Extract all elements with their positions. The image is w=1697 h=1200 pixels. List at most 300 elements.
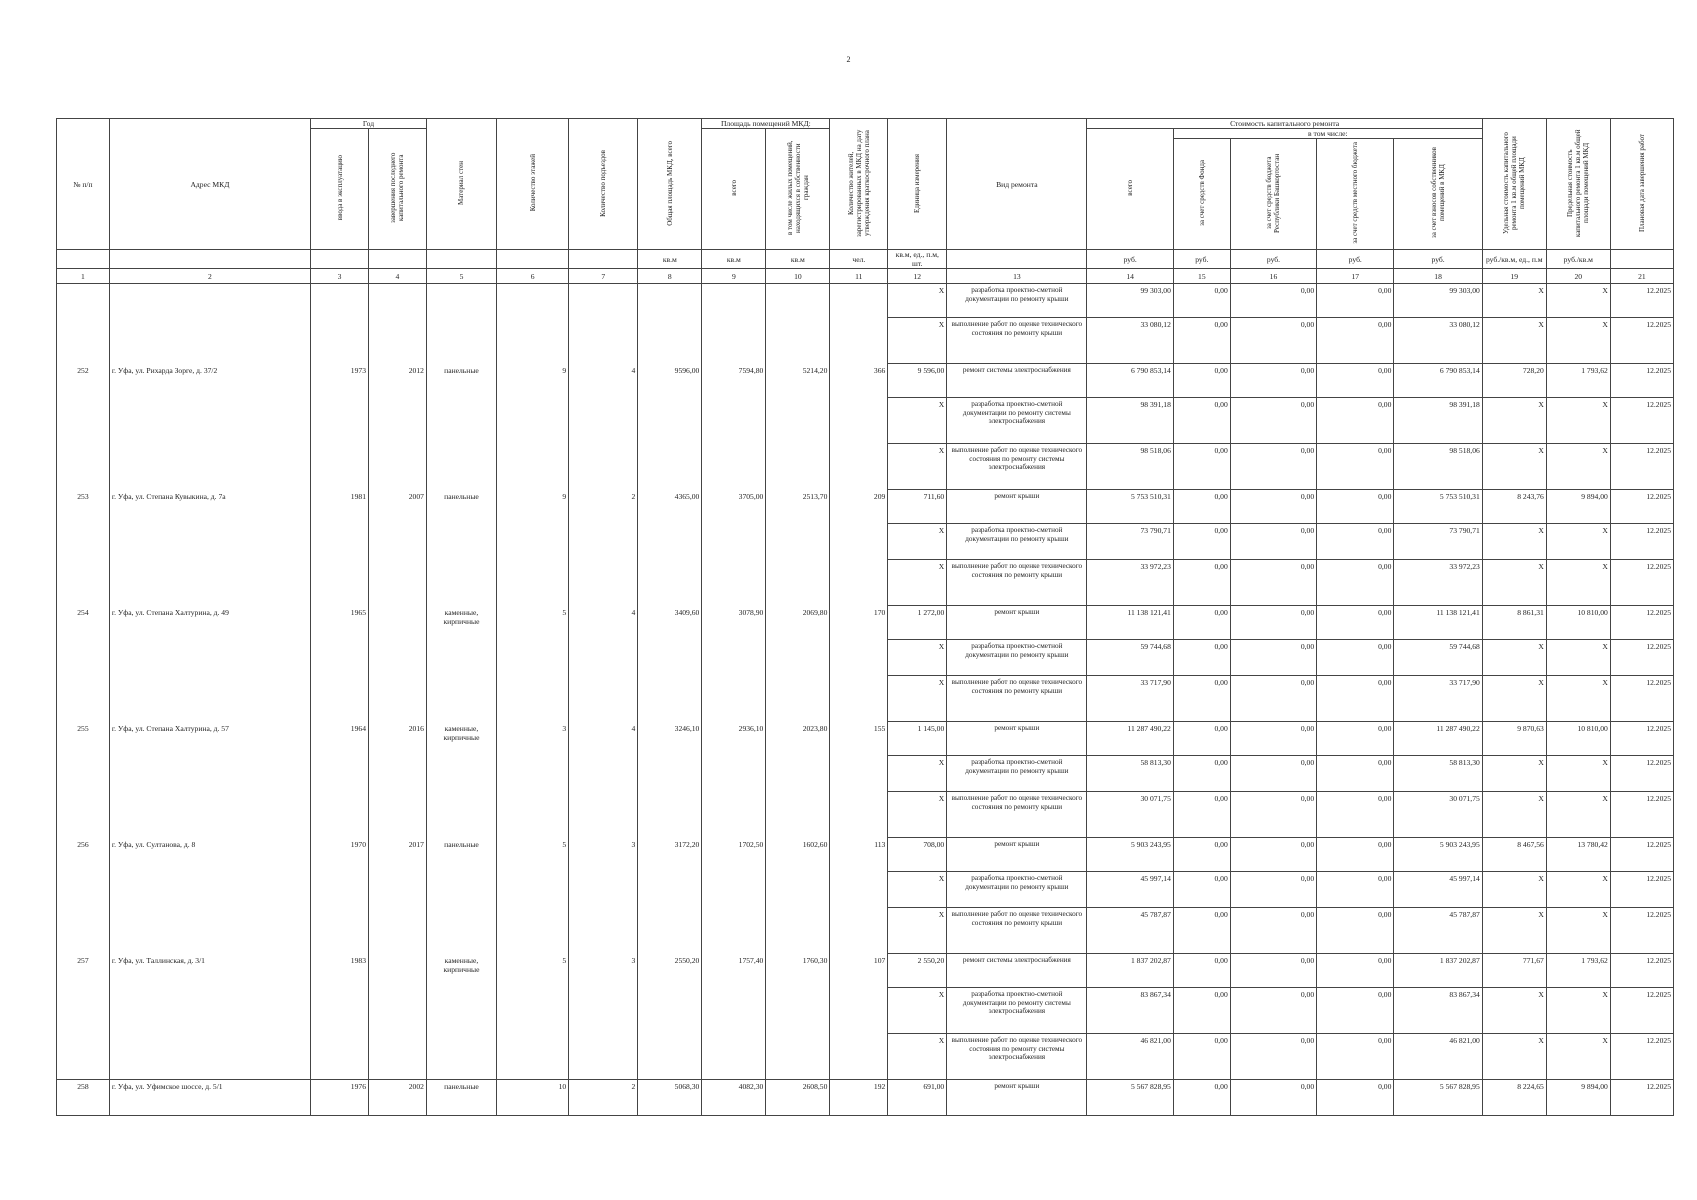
year-built [311, 560, 369, 606]
deadline: 12.2025 [1610, 444, 1673, 490]
unit-cost: X [1482, 560, 1546, 606]
unit-cell [947, 250, 1087, 269]
cost-owners: 58 813,30 [1394, 756, 1482, 792]
year-last-repair: 2017 [368, 838, 426, 872]
unit-cell: руб. [1230, 250, 1316, 269]
cost-owners: 1 837 202,87 [1394, 954, 1482, 988]
building-address [109, 988, 310, 1034]
max-cost: 13 780,42 [1546, 838, 1610, 872]
col-residents-header: Количество жителей, зарегистрированных в МКД на дату утверждения краткосрочного плана [830, 119, 888, 250]
col-work-type-header: Вид ремонта [947, 119, 1087, 250]
total-area: 3409,60 [638, 606, 702, 640]
wall-material: панельные [426, 490, 496, 524]
premises-area: 7594,80 [702, 364, 766, 398]
table-row [57, 792, 1674, 838]
cost-local-budget: 0,00 [1317, 1080, 1394, 1116]
wall-material: каменные, кирпичные [426, 954, 496, 988]
building-address: г. Уфа, ул. Рихарда Зорге, д. 37/2 [109, 364, 310, 398]
cost-total: 33 717,90 [1087, 676, 1173, 722]
max-cost: X [1546, 560, 1610, 606]
entrances-count [569, 560, 638, 606]
column-number: 4 [368, 269, 426, 284]
building-address [109, 444, 310, 490]
residential-area [766, 560, 830, 606]
max-cost: 10 810,00 [1546, 606, 1610, 640]
unit-cost: X [1482, 1034, 1546, 1080]
cost-rb-budget: 0,00 [1230, 988, 1316, 1034]
table-row [57, 364, 1674, 398]
unit-cell: руб. [1173, 250, 1230, 269]
work-type: выполнение работ по оценке технического состояния по ремонту крыши [947, 908, 1087, 954]
building-no [57, 284, 110, 318]
total-area [638, 872, 702, 908]
residential-area: 2608,50 [766, 1080, 830, 1116]
units-row [57, 250, 1674, 269]
premises-area [702, 284, 766, 318]
floors-count [497, 756, 569, 792]
cost-total: 33 972,23 [1087, 560, 1173, 606]
entrances-count [569, 444, 638, 490]
floors-count [497, 872, 569, 908]
work-type: ремонт крыши [947, 1080, 1087, 1116]
year-last-repair [368, 640, 426, 676]
cost-rb-budget: 0,00 [1230, 364, 1316, 398]
year-built [311, 640, 369, 676]
col-area-residents-header: в том числе жилых помещений, находящихся в собственности граждан [766, 129, 830, 250]
building-address: г. Уфа, ул. Уфимское шоссе, д. 5/1 [109, 1080, 310, 1116]
cost-total: 46 821,00 [1087, 1034, 1173, 1080]
entrances-count: 2 [569, 490, 638, 524]
unit-cost: X [1482, 284, 1546, 318]
deadline: 12.2025 [1610, 524, 1673, 560]
unit-cell [569, 250, 638, 269]
building-address [109, 1034, 310, 1080]
cost-rb-budget: 0,00 [1230, 490, 1316, 524]
deadline: 12.2025 [1610, 872, 1673, 908]
total-area [638, 284, 702, 318]
floors-count [497, 1034, 569, 1080]
residents-count [830, 872, 888, 908]
deadline: 12.2025 [1610, 676, 1673, 722]
work-type: разработка проектно-сметной документации по ремонту крыши [947, 872, 1087, 908]
cost-fund: 0,00 [1173, 756, 1230, 792]
year-built: 1965 [311, 606, 369, 640]
cost-local-budget: 0,00 [1317, 490, 1394, 524]
wall-material [426, 560, 496, 606]
table-row [57, 954, 1674, 988]
floors-count [497, 676, 569, 722]
residents-count: 209 [830, 490, 888, 524]
unit-cost: X [1482, 988, 1546, 1034]
col-unit-cost-header: Удельная стоимость капитального ремонта 1 кв.м общей площади помещений МКД [1482, 119, 1546, 250]
floors-count [497, 318, 569, 364]
cost-total: 11 138 121,41 [1087, 606, 1173, 640]
deadline: 12.2025 [1610, 398, 1673, 444]
deadline: 12.2025 [1610, 838, 1673, 872]
unit-cost: 9 870,63 [1482, 722, 1546, 756]
cost-total: 6 790 853,14 [1087, 364, 1173, 398]
cost-local-budget: 0,00 [1317, 318, 1394, 364]
cost-fund: 0,00 [1173, 524, 1230, 560]
residential-area: 1602,60 [766, 838, 830, 872]
total-area [638, 560, 702, 606]
column-number: 7 [569, 269, 638, 284]
unit-cost: X [1482, 792, 1546, 838]
column-number: 15 [1173, 269, 1230, 284]
cost-total: 98 518,06 [1087, 444, 1173, 490]
cost-local-budget: 0,00 [1317, 398, 1394, 444]
col-year-repair-header: завершения последнего капитального ремонта [368, 129, 426, 250]
entrances-count [569, 792, 638, 838]
premises-area [702, 988, 766, 1034]
unit-cost: 8 243,76 [1482, 490, 1546, 524]
cost-local-budget: 0,00 [1317, 954, 1394, 988]
cost-rb-budget: 0,00 [1230, 1080, 1316, 1116]
entrances-count [569, 872, 638, 908]
total-area [638, 444, 702, 490]
year-built [311, 908, 369, 954]
work-type: ремонт крыши [947, 606, 1087, 640]
cost-rb-budget: 0,00 [1230, 560, 1316, 606]
unit-cost: X [1482, 872, 1546, 908]
table-row [57, 756, 1674, 792]
building-address: г. Уфа, ул. Степана Халтурина, д. 49 [109, 606, 310, 640]
building-address [109, 872, 310, 908]
wall-material: панельные [426, 364, 496, 398]
building-no [57, 1034, 110, 1080]
unit-cost: X [1482, 398, 1546, 444]
cost-fund: 0,00 [1173, 560, 1230, 606]
total-area [638, 640, 702, 676]
floors-count: 5 [497, 606, 569, 640]
cost-fund: 0,00 [1173, 954, 1230, 988]
column-number: 2 [109, 269, 310, 284]
max-cost: X [1546, 872, 1610, 908]
cost-owners: 99 303,00 [1394, 284, 1482, 318]
cost-fund: 0,00 [1173, 364, 1230, 398]
work-type: разработка проектно-сметной документации по ремонту системы электроснабжения [947, 398, 1087, 444]
unit-cost: 8 861,31 [1482, 606, 1546, 640]
year-last-repair [368, 1034, 426, 1080]
total-area [638, 524, 702, 560]
col-area-all-header: всего [702, 129, 766, 250]
premises-area [702, 872, 766, 908]
unit-cell [57, 250, 110, 269]
table-row [57, 988, 1674, 1034]
building-address [109, 318, 310, 364]
premises-area [702, 560, 766, 606]
residential-area [766, 640, 830, 676]
total-area [638, 398, 702, 444]
year-built: 1973 [311, 364, 369, 398]
deadline: 12.2025 [1610, 792, 1673, 838]
floors-count [497, 908, 569, 954]
premises-area [702, 398, 766, 444]
wall-material [426, 524, 496, 560]
residential-area [766, 792, 830, 838]
building-no: 258 [57, 1080, 110, 1116]
wall-material: панельные [426, 1080, 496, 1116]
deadline: 12.2025 [1610, 1080, 1673, 1116]
year-built [311, 524, 369, 560]
deadline: 12.2025 [1610, 988, 1673, 1034]
cost-rb-budget: 0,00 [1230, 606, 1316, 640]
building-address [109, 640, 310, 676]
cost-local-budget: 0,00 [1317, 872, 1394, 908]
residential-area: 1760,30 [766, 954, 830, 988]
unit-cost: X [1482, 444, 1546, 490]
wall-material: каменные, кирпичные [426, 606, 496, 640]
premises-area [702, 318, 766, 364]
deadline: 12.2025 [1610, 284, 1673, 318]
work-volume: 708,00 [888, 838, 947, 872]
residential-area [766, 988, 830, 1034]
building-no: 256 [57, 838, 110, 872]
floors-count: 9 [497, 490, 569, 524]
year-built [311, 872, 369, 908]
year-built: 1976 [311, 1080, 369, 1116]
premises-area [702, 444, 766, 490]
cost-total: 73 790,71 [1087, 524, 1173, 560]
work-type: выполнение работ по оценке технического состояния по ремонту системы электроснабжения [947, 444, 1087, 490]
column-number: 10 [766, 269, 830, 284]
wall-material [426, 444, 496, 490]
total-area: 2550,20 [638, 954, 702, 988]
work-type: ремонт системы электроснабжения [947, 364, 1087, 398]
total-area [638, 988, 702, 1034]
premises-area [702, 908, 766, 954]
work-type: ремонт крыши [947, 490, 1087, 524]
cost-local-budget: 0,00 [1317, 364, 1394, 398]
unit-cell [497, 250, 569, 269]
cost-fund: 0,00 [1173, 872, 1230, 908]
work-type: ремонт системы электроснабжения [947, 954, 1087, 988]
total-area: 4365,00 [638, 490, 702, 524]
cost-local-budget: 0,00 [1317, 1034, 1394, 1080]
cost-fund: 0,00 [1173, 722, 1230, 756]
cost-owners: 45 997,14 [1394, 872, 1482, 908]
table-row [57, 398, 1674, 444]
total-area [638, 908, 702, 954]
residential-area [766, 908, 830, 954]
column-number: 12 [888, 269, 947, 284]
cost-local-budget: 0,00 [1317, 988, 1394, 1034]
deadline: 12.2025 [1610, 1034, 1673, 1080]
table-row [57, 318, 1674, 364]
work-volume: X [888, 908, 947, 954]
residents-count [830, 640, 888, 676]
unit-cell [311, 250, 369, 269]
building-address [109, 792, 310, 838]
cost-rb-budget: 0,00 [1230, 908, 1316, 954]
entrances-count [569, 318, 638, 364]
column-number: 16 [1230, 269, 1316, 284]
building-address: г. Уфа, ул. Таллинская, д. 3/1 [109, 954, 310, 988]
cost-total: 11 287 490,22 [1087, 722, 1173, 756]
residential-area: 5214,20 [766, 364, 830, 398]
year-last-repair [368, 398, 426, 444]
building-no [57, 676, 110, 722]
unit-cost: X [1482, 908, 1546, 954]
max-cost: 9 894,00 [1546, 490, 1610, 524]
unit-cell: кв.м [638, 250, 702, 269]
total-area [638, 318, 702, 364]
floors-count: 3 [497, 722, 569, 756]
max-cost: X [1546, 676, 1610, 722]
premises-area [702, 756, 766, 792]
unit-cost: 728,20 [1482, 364, 1546, 398]
cost-local-budget: 0,00 [1317, 756, 1394, 792]
cost-fund: 0,00 [1173, 988, 1230, 1034]
entrances-count [569, 398, 638, 444]
table-row [57, 284, 1674, 318]
year-last-repair [368, 524, 426, 560]
header-row-1 [57, 119, 1674, 129]
unit-cell [1610, 250, 1673, 269]
cost-rb-budget: 0,00 [1230, 676, 1316, 722]
premises-area: 1757,40 [702, 954, 766, 988]
work-volume: X [888, 792, 947, 838]
premises-area [702, 676, 766, 722]
cost-rb-budget: 0,00 [1230, 756, 1316, 792]
col-year-built-header: ввода в эксплуатацию [311, 129, 369, 250]
building-no [57, 444, 110, 490]
residential-area [766, 284, 830, 318]
residents-count [830, 398, 888, 444]
year-built [311, 756, 369, 792]
floors-count [497, 988, 569, 1034]
entrances-count [569, 908, 638, 954]
unit-cost: X [1482, 524, 1546, 560]
unit-cell: кв.м [766, 250, 830, 269]
cost-local-budget: 0,00 [1317, 838, 1394, 872]
work-type: выполнение работ по оценке технического состояния по ремонту крыши [947, 676, 1087, 722]
table-row [57, 838, 1674, 872]
residents-count: 366 [830, 364, 888, 398]
cost-owners: 45 787,87 [1394, 908, 1482, 954]
year-last-repair [368, 872, 426, 908]
col-year-group-header: Год [311, 119, 427, 129]
residential-area: 2023,80 [766, 722, 830, 756]
residential-area: 2069,80 [766, 606, 830, 640]
cost-owners: 6 790 853,14 [1394, 364, 1482, 398]
residents-count: 170 [830, 606, 888, 640]
building-no [57, 398, 110, 444]
residents-count: 113 [830, 838, 888, 872]
work-volume: X [888, 988, 947, 1034]
column-number: 3 [311, 269, 369, 284]
col-incl-header: в том числе: [1173, 129, 1482, 139]
unit-cost: X [1482, 676, 1546, 722]
cost-owners: 73 790,71 [1394, 524, 1482, 560]
residents-count [830, 284, 888, 318]
cost-owners: 30 071,75 [1394, 792, 1482, 838]
column-number: 1 [57, 269, 110, 284]
cost-rb-budget: 0,00 [1230, 640, 1316, 676]
building-no [57, 560, 110, 606]
cost-total: 83 867,34 [1087, 988, 1173, 1034]
building-address [109, 284, 310, 318]
total-area [638, 756, 702, 792]
deadline: 12.2025 [1610, 490, 1673, 524]
total-area: 3172,20 [638, 838, 702, 872]
cost-rb-budget: 0,00 [1230, 792, 1316, 838]
cost-owners: 33 972,23 [1394, 560, 1482, 606]
cost-local-budget: 0,00 [1317, 676, 1394, 722]
building-no: 255 [57, 722, 110, 756]
cost-local-budget: 0,00 [1317, 444, 1394, 490]
cost-local-budget: 0,00 [1317, 606, 1394, 640]
premises-area: 3078,90 [702, 606, 766, 640]
cost-rb-budget: 0,00 [1230, 444, 1316, 490]
work-volume: X [888, 318, 947, 364]
table-row [57, 606, 1674, 640]
table-row [57, 908, 1674, 954]
year-last-repair [368, 792, 426, 838]
year-built [311, 444, 369, 490]
residential-area [766, 756, 830, 792]
floors-count [497, 284, 569, 318]
max-cost: X [1546, 1034, 1610, 1080]
cost-local-budget: 0,00 [1317, 560, 1394, 606]
table-row [57, 524, 1674, 560]
work-volume: 711,60 [888, 490, 947, 524]
floors-count [497, 524, 569, 560]
col-premises-group-header: Площадь помещений МКД: [702, 119, 830, 129]
wall-material [426, 988, 496, 1034]
floors-count [497, 560, 569, 606]
total-area [638, 676, 702, 722]
column-number: 21 [1610, 269, 1673, 284]
col-entrances-header: Количество подъездов [569, 119, 638, 250]
cost-owners: 46 821,00 [1394, 1034, 1482, 1080]
residential-area [766, 1034, 830, 1080]
building-address [109, 908, 310, 954]
work-volume: X [888, 560, 947, 606]
wall-material [426, 792, 496, 838]
work-volume: X [888, 756, 947, 792]
floors-count: 10 [497, 1080, 569, 1116]
column-number: 5 [426, 269, 496, 284]
entrances-count [569, 524, 638, 560]
entrances-count [569, 1034, 638, 1080]
cost-total: 5 903 243,95 [1087, 838, 1173, 872]
floors-count: 5 [497, 954, 569, 988]
deadline: 12.2025 [1610, 756, 1673, 792]
year-last-repair: 2016 [368, 722, 426, 756]
col-local-budget-header: за счет средств местного бюджета [1317, 139, 1394, 250]
wall-material [426, 284, 496, 318]
wall-material [426, 640, 496, 676]
deadline: 12.2025 [1610, 318, 1673, 364]
cost-fund: 0,00 [1173, 908, 1230, 954]
column-number: 19 [1482, 269, 1546, 284]
entrances-count [569, 640, 638, 676]
max-cost: X [1546, 756, 1610, 792]
year-built: 1970 [311, 838, 369, 872]
cost-fund: 0,00 [1173, 676, 1230, 722]
entrances-count: 4 [569, 722, 638, 756]
cost-fund: 0,00 [1173, 444, 1230, 490]
deadline: 12.2025 [1610, 908, 1673, 954]
deadline: 12.2025 [1610, 364, 1673, 398]
year-built: 1964 [311, 722, 369, 756]
cost-fund: 0,00 [1173, 838, 1230, 872]
table-row [57, 444, 1674, 490]
col-total-area-header: Общая площадь МКД, всего [638, 119, 702, 250]
column-numbers-row [57, 269, 1674, 284]
work-type: ремонт крыши [947, 838, 1087, 872]
